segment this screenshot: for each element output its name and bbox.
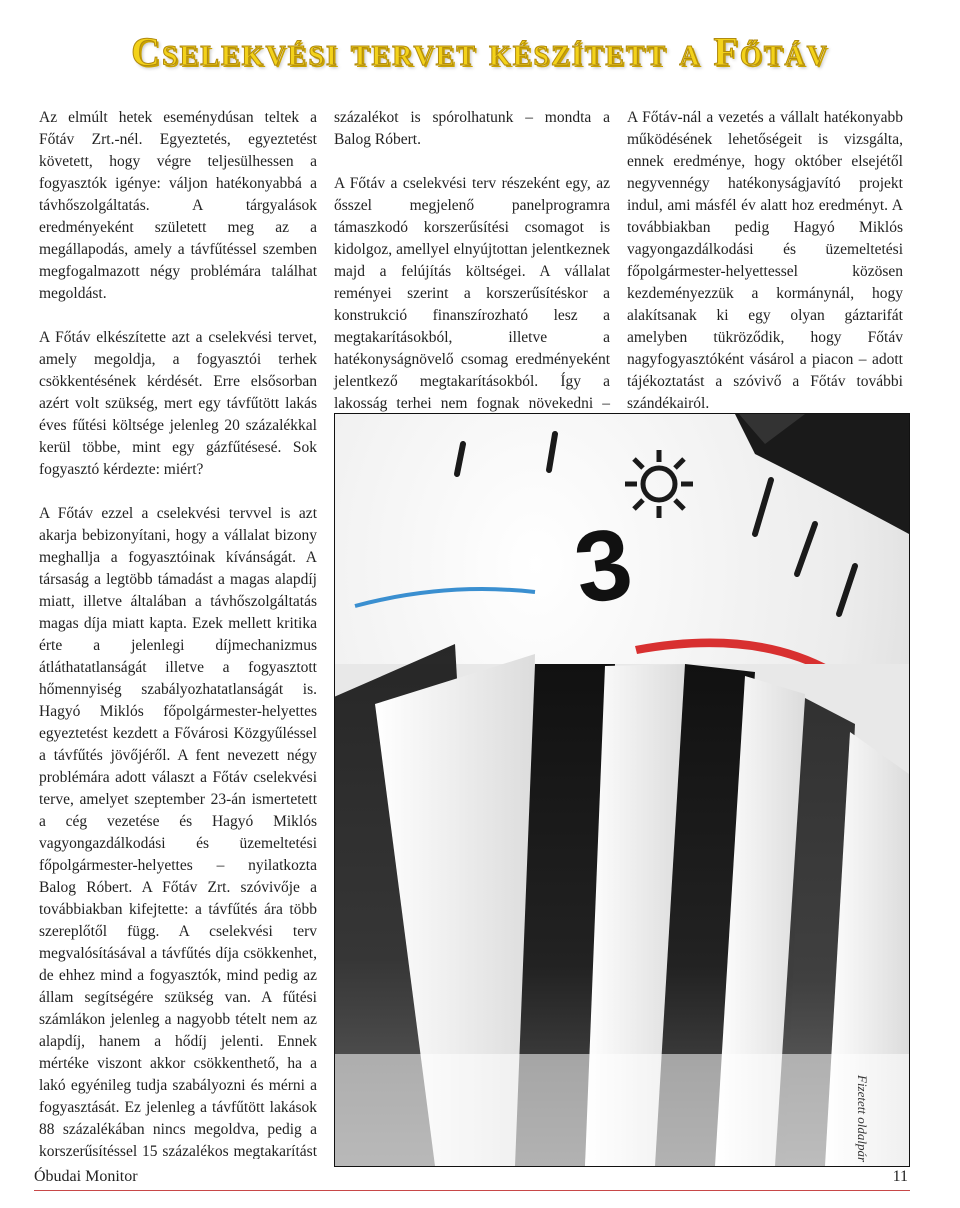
paragraph: A Főtáv a cselekvési terv részeként egy, az ősszel megjelenő panelprogramra támaszkodó korszerűsítési csomagot is kidolgoz, amellyel elnyújtottan jelentkeznek majd a felújítás költségei. A vállalat reményei szerint a korszerűsítéskor a konstrukció finanszírozható lesz a megtakarításokból, illetve a hatékonyságnövelő csomag eredményeként jelentkező megtakarításokból. Így a lakosság terhei nem fognak növekedni – <box>334 175 610 412</box>
page-number: 11 <box>892 1168 908 1185</box>
ribbed-body <box>335 644 909 1166</box>
text-column-3 <box>627 107 903 415</box>
paragraph: A Főtáv-nál a vezetés a vállalt hatékonyabb működésének lehetőségeit is vizsgálta, ennek eredménye, hogy október elsejétől negyvennégy hatékonyságjavító projekt indul, ami másfél év alatt hoz eredményt. A továbbiakban pedig Hagyó Miklós vagyongazdálkodási és üzemeltetési főpolgármester-helyettessel közösen kezdeményezzük a kormánynál, hogy alakítsanak ki egy olyan gáztarifát amelyben tükröződik, hogy Főtáv nagyfogyasztóként vásárol a piacon – adott tájékoztatást a szóvivő a Főtáv további szándékairól. <box>627 109 903 412</box>
text-column-2 <box>334 107 610 437</box>
paragraph: Az elmúlt hetek eseménydúsan teltek a Főtáv Zrt.-nél. Egyeztetés, egyeztetést követett, hogy végre teljesülhessen a fogyasztók igénye: váljon hatékonyabbá a távhőszolgáltatás. A tárgyalások eredményeként született meg az a megállapodás, amely a távfűtéssel szemben megfogalmazott négy problémára találhat megoldást. <box>39 109 317 302</box>
paragraph: százalékot is spórolhatunk – mondta a Balog Róbert. <box>334 109 610 148</box>
paragraph: A Főtáv ezzel a cselekvési tervvel is azt akarja bebizonyítani, hogy a vállalat bizony meghallja a fogyasztóinak kívánságát. A társaság a legtöbb támadást a magas alapdíj miatt, illetve általában a távhőszolgáltatás magas díja miatt kapta. Ezek mellett kritika érte a jelenlegi díjmechanizmus átláthatatlanságát illetve a fogyasztott hőmennyiség szabályozhatatlanságát is. Hagyó Miklós főpolgármester-helyettes egyeztetést kezdett a Fővárosi Közgyűléssel a távfűtés jövőjéről. A fent nevezett négy problémára adott választ a Főtáv cselekvési terve, amelyet szeptember 23-án ismertetett a cég vezetése és Hagyó Miklós vagyongazdálkodási és üzemeltetési főpolgármester-helyettes – nyilatkozta Balog Róbert. A Főtáv Zrt. szóvivője a továbbiakban kifejtette: a távfűtés ára több szereplőtől függ. A cselekvési terv megvalósításával a távfűtés díja csökkenhet, de ehhez mind a fogyasztók, mind pedig az állam segítségére szükség van. A fűtési számlákon jelenleg a nagyobb tételt nem az alapdíj, hanem a hődíj jelenti. Ennek mértéke viszont akkor csökkenthető, ha a lakó egyénileg tudja szabályozni és mérni a fogyasztását. Ez jelenleg a távfűtött lakások 88 százalékában nincs megoldva, pedig a korszerűsítéssel 15 százalékos megtakarítást <box>39 505 317 1159</box>
publication-name: Óbudai Monitor <box>34 1168 138 1185</box>
paragraph: A Főtáv elkészítette azt a cselekvési tervet, amely megoldja, a fogyasztói terhek csökkentésének kérdését. Erre elsősorban azért volt szükség, mert egy távfűtött lakás éves fűtési költsége jelenleg 20 százalékkal kerül többe, mint egy gázfűtésesé. Sok fogyasztó kérdezte: miért? <box>39 329 317 478</box>
text-column-1 <box>39 107 317 1159</box>
article-title: Cselekvési tervet készített a Főtáv <box>131 29 829 74</box>
footer-divider <box>34 1190 910 1191</box>
dial-number: 3 <box>567 506 639 626</box>
paid-page-label: Fizetett oldalpár <box>855 1075 870 1163</box>
thermostat-photo <box>334 413 910 1167</box>
